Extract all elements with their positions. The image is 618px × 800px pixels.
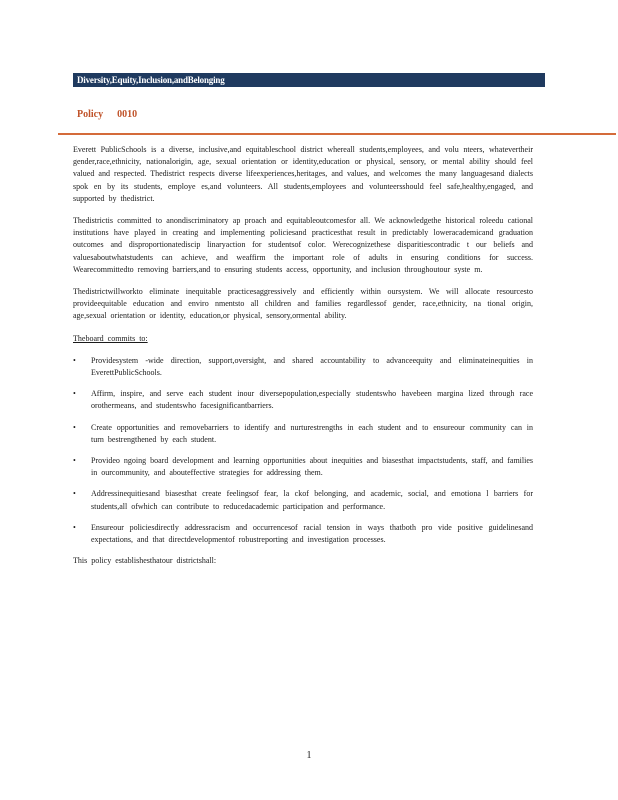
policy-title-banner xyxy=(73,73,545,87)
list-item-text: Provideo ngoing board development and learning opportunities about inequities and biasesthat impactstudents, staff, and families in ourcommunity, and abouteffective strategies for addressing them. xyxy=(91,456,533,478)
list-item-text: Providesystem -wide direction, support,oversight, and shared accountability to advanceequity and eliminateinequities in EverettPublicSchools. xyxy=(91,355,533,378)
list-item-text: Affirm, inspire, and serve each student inour diversepopulation,especially studentswho havebeen margina lized through race orothermeans, and studentswho facesignificantbarriers. xyxy=(91,389,533,411)
bullet-icon: • xyxy=(73,522,76,532)
bullet-icon: • xyxy=(73,389,76,399)
policy-number-line xyxy=(77,109,151,120)
bullet-icon: • xyxy=(73,422,76,432)
paragraph-district-work: Thedistrictwillworkto eliminate inequitable practicesaggressively and efficiently within oursystem. We will allocate resourcesto provideequitable education and enviro nmentsto all children and families regardlessof gender, race,ethnicity, na tional origin, age,sexual orientation or identity, education,or physical, sensory,ormental ability. xyxy=(73,287,533,321)
policy-title: Diversity,Equity,Inclusion,andBelonging xyxy=(77,75,225,85)
list-item-text: Addressinequitiesand biasesthat create feelingsof fear, la ckof belonging, and academic, social, and emotiona l barriers for students,all ofwhich can contribute to reducedacademic participation and performance. xyxy=(91,489,533,511)
list-item xyxy=(73,355,533,379)
policy-body xyxy=(73,144,533,577)
header-divider xyxy=(58,133,616,135)
list-item xyxy=(73,522,533,546)
paragraph-commitment: Thedistrictis committed to anondiscriminatory ap proach and equitableoutcomesfor all. We acknowledgethe historical roleedu cational institutions have played in creating and implementing policiesand practicesthat result in predictably loweracademicand graduation outcomes and disproportionatediscip linaryaction for studentsof color. Werecognizethese disparitiescontradic t our beliefs and valuesaboutwhatstudents can achieve, and weaffirm the important role of adults in ensuring conditions for success. Wearecommittedto removing barriers,and to ensuring students access, opportunity, and inclusion throughoutour syste m. xyxy=(73,216,533,274)
page-number: 1 xyxy=(306,750,312,761)
policy-label: Policy xyxy=(77,109,104,120)
policy-number: 0010 xyxy=(117,109,138,120)
list-item-text: Create opportunities and removebarriers to identify and nurturestrengths in each student and to ensureour community can in turn bestrengthened by each student. xyxy=(91,422,533,444)
list-item xyxy=(73,422,533,446)
bullet-icon: • xyxy=(73,355,76,365)
list-item xyxy=(73,388,533,412)
board-commits-heading: Theboard commits to: xyxy=(73,333,148,343)
list-item xyxy=(73,455,533,479)
commitment-list xyxy=(73,355,533,546)
list-item xyxy=(73,488,533,512)
closing-statement: This policy establishesthatour districtshall: xyxy=(73,556,217,566)
bullet-icon: • xyxy=(73,489,76,499)
paragraph-intro: Everett PublicSchools is a diverse, inclusive,and equitableschool district whereall students,employees, and volu nteers, whatevertheir gender,race,ethnicity, nationalorigin, age, sexual orientation or identity,education or physical, sensory, or mental ability should feel valued and respected. Thedistrict respects diverse lifeexperiences,heritages, and values, and welcomes the many languagesand dialects spok en by its students, employe es,and volunteers. All students,employees and volunteersshould feel safe,healthy,engaged, and supported by thedistrict. xyxy=(73,145,533,203)
list-item-text: Ensureour policiesdirectly addressracism and occurrencesof racial tension in ways thatboth pro vide positive guidelinesand expectations, and that directdevelopmentof robustreporting and investigation processes. xyxy=(91,522,533,545)
bullet-icon: • xyxy=(73,456,76,466)
